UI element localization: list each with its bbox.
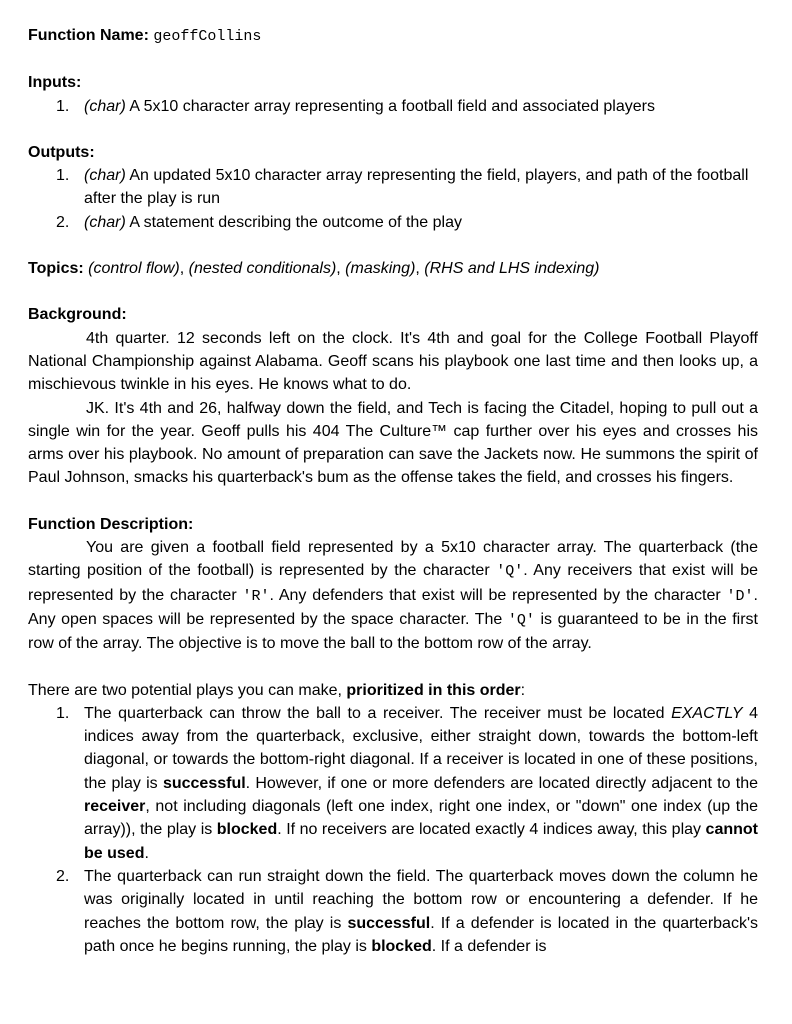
topic-item: (control flow) [88,260,180,278]
document-page [28,24,758,958]
background-heading: Background: [28,306,127,324]
topics-line: Topics: (control flow), (nested conditionals), (masking), (RHS and LHS indexing) [28,260,600,278]
list-number: 1. [56,97,70,115]
outputs-item [28,164,758,211]
function-name-value: geoffCollins [153,28,262,45]
background-paragraph: JK. It's 4th and 26, halfway down the field, and Tech is facing the Citadel, hoping to pull out a single win for the year. Geoff pulls his 404 The Culture™ cap further over his eyes and crosses his arms over his playbook. No amount of preparation can save the Jackets now. He summons the spirit of Paul Johnson, smacks his quarterback's bum as the offense takes the field, and crosses his fingers. [28,399,758,487]
topic-item: (nested conditionals) [188,260,337,278]
background-paragraph: 4th quarter. 12 seconds left on the clock. It's 4th and goal for the College Football Playoff National Championship against Alabama. Geoff scans his playbook one last time and then looks up, a mischievous twinkle in his eyes. He knows what to do. [28,329,758,394]
type-label: (char) [84,97,126,115]
list-number: 1. [56,167,70,185]
plays-intro: There are two potential plays you can make, prioritized in this order: [28,681,526,699]
list-number: 1. [56,704,70,722]
topics-label: Topics: [28,260,84,278]
play-item: 2. The quarterback can run straight down the field. The quarterback moves down the column he was originally located in until reaching the bottom row or encountering a defender. If he reaches the bottom row, the play is successful. If a defender is located in the quarterback's path once he begins running, the play is blocked. If a defender is [28,865,758,958]
char-d: 'D' [726,587,754,605]
type-label: (char) [84,167,126,185]
list-number: 2. [56,213,70,231]
function-name-line [28,24,758,48]
type-label: (char) [84,213,126,231]
inputs-list [28,95,758,118]
function-description-heading: Function Description: [28,515,194,533]
plays-list [28,702,758,958]
function-description-paragraph: You are given a football field represented by a 5x10 character array. The quarterback (the starting position of the football) is represented by the character 'Q'. Any receivers that exist will be represented by the character 'R'. Any defenders that exist will be represented by the character 'D'. Any open spaces will be represented by the space character. The 'Q' is guaranteed to be in the first row of the array. The objective is to move the ball to the bottom row of the array. [28,539,759,653]
outputs-heading: Outputs: [28,143,95,161]
inputs-item [28,95,758,118]
char-r: 'R' [242,587,270,605]
inputs-heading: Inputs: [28,74,82,92]
item-text: A 5x10 character array representing a football field and associated players [125,97,655,115]
outputs-item [28,211,758,234]
char-q: 'Q' [507,611,535,629]
list-number: 2. [56,867,70,885]
item-text: A statement describing the outcome of the play [125,213,462,231]
topic-item: (masking) [345,260,416,278]
char-q: 'Q' [496,563,524,581]
outputs-list [28,164,758,234]
item-text: An updated 5x10 character array representing the field, players, and path of the football after the play is run [84,167,749,208]
function-name-label: Function Name: [28,27,149,44]
topic-item: (RHS and LHS indexing) [424,260,600,278]
play-item: 1. The quarterback can throw the ball to a receiver. The receiver must be located EXACTLY 4 indices away from the quarterback, exclusive, either straight down, towards the bottom-left diagonal, or towards the bottom-right diagonal. If a receiver is located in one of these positions, the play is successful. However, if one or more defenders are located directly adjacent to the receiver, not including diagonals (left one index, right one index, or "down" one index (up the array)), the play is blocked. If no receivers are located exactly 4 indices away, this play cannot be used. [28,702,758,865]
